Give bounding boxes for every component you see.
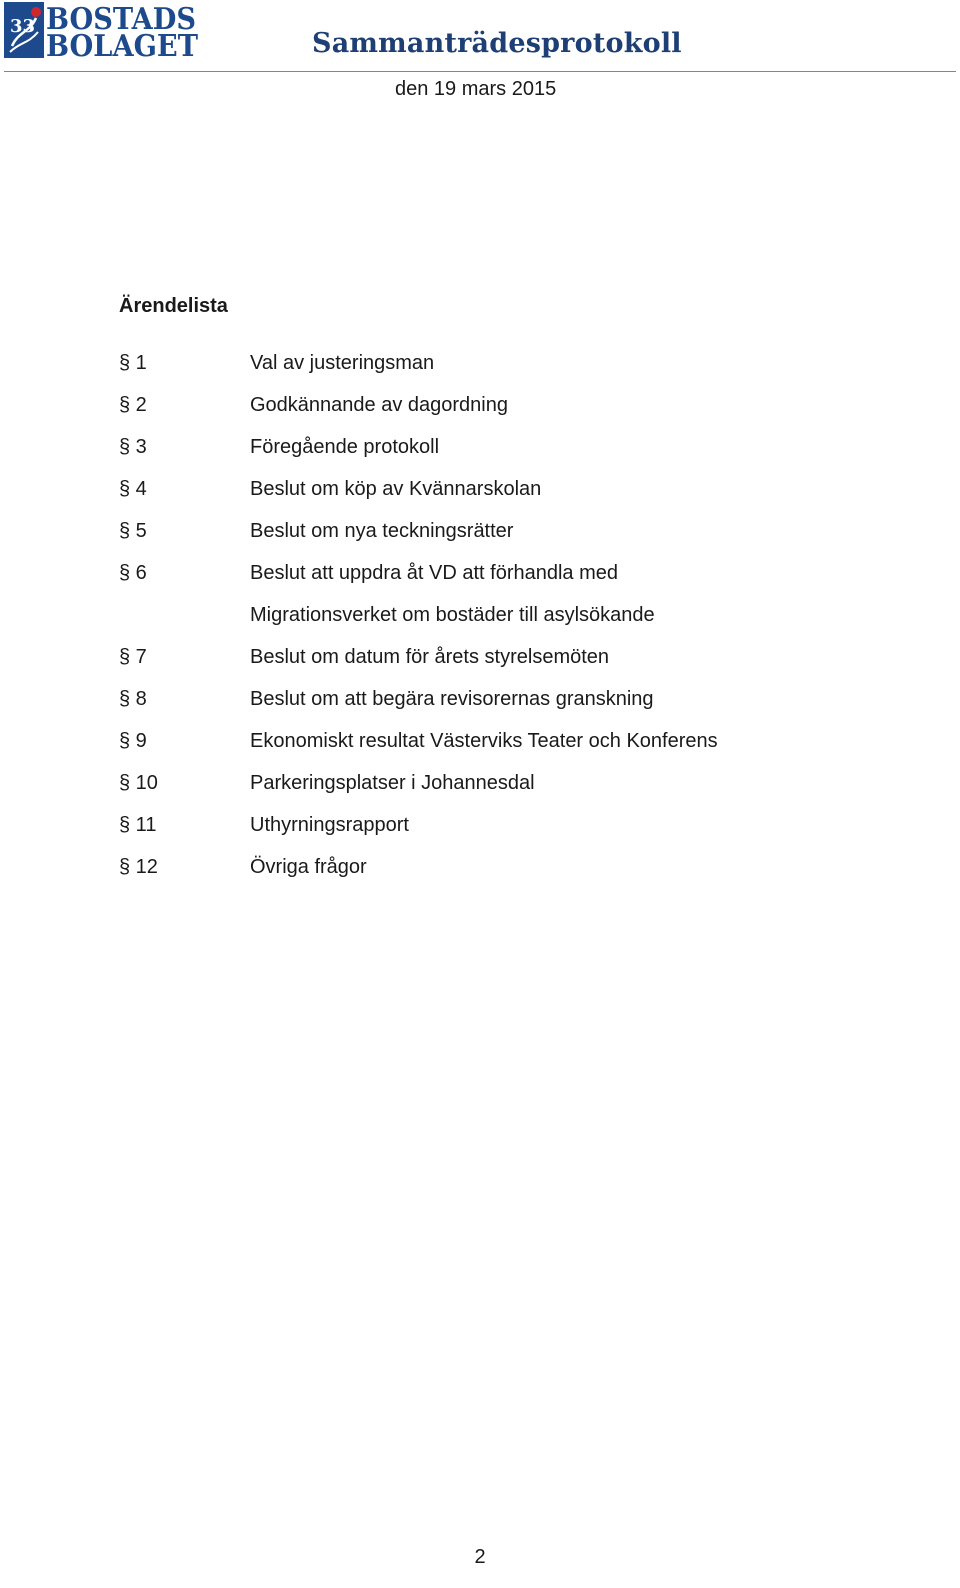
agenda-item-title: [250, 640, 810, 674]
agenda-item-title: [250, 808, 810, 842]
agenda-item-title: [250, 556, 810, 632]
agenda-item-number: § 7: [119, 646, 147, 668]
agenda-item-number: § 10: [119, 772, 158, 794]
agenda-item-title-line: Parkeringsplatser i Johannesdal: [250, 772, 535, 794]
agenda-item-number: § 6: [119, 562, 147, 584]
agenda-item-number: § 1: [119, 352, 147, 374]
page-header: [0, 0, 960, 110]
agenda-item-number: § 2: [119, 394, 147, 416]
agenda-heading: Ärendelista: [119, 295, 228, 317]
agenda-item-number: § 11: [119, 814, 157, 836]
agenda-item-title: [250, 472, 810, 506]
agenda-item: [119, 556, 899, 632]
agenda-item: [119, 724, 899, 758]
bostadsbolaget-logo: [4, 2, 200, 60]
agenda-item-number: § 9: [119, 730, 147, 752]
agenda-item: [119, 808, 899, 842]
agenda-item-title: [250, 682, 810, 716]
agenda-item: [119, 766, 899, 800]
agenda-item-title: [250, 346, 810, 380]
agenda-item-title-line: Val av justeringsman: [250, 352, 435, 374]
agenda-item-title-line: Uthyrningsrapport: [250, 814, 409, 836]
agenda-item-title-line: Övriga frågor: [250, 856, 367, 878]
agenda-item-number: § 3: [119, 436, 147, 458]
agenda-item-title: [250, 514, 810, 548]
agenda-item: [119, 346, 899, 380]
agenda-item: [119, 388, 899, 422]
agenda-item: [119, 682, 899, 716]
document-title: Sammanträdesprotokoll: [312, 28, 682, 59]
agenda-item-title-line: Migrationsverket om bostäder till asylsökande: [250, 604, 655, 626]
agenda-item-number: § 4: [119, 478, 147, 500]
agenda-item-title: [250, 766, 810, 800]
agenda-item-title-line: Beslut att uppdra åt VD att förhandla med: [250, 562, 618, 584]
agenda-item: [119, 514, 899, 548]
agenda-item: [119, 850, 899, 884]
agenda-item-title: [250, 430, 810, 464]
agenda-item-title-line: Godkännande av dagordning: [250, 394, 508, 416]
svg-text:33: 33: [10, 16, 36, 37]
agenda-list: [119, 346, 899, 892]
logo-wordmark-line2: BOLAGET: [46, 29, 199, 60]
agenda-item-title: [250, 724, 810, 758]
agenda-item-title-line: Ekonomiskt resultat Västerviks Teater och Konferens: [250, 730, 718, 752]
agenda-item-title: [250, 388, 810, 422]
logo-wordmark-line1: BOSTADS: [46, 2, 196, 37]
agenda-item-title-line: Beslut om nya teckningsrätter: [250, 520, 514, 542]
page-number: 2: [474, 1546, 486, 1568]
agenda-item-title-line: Beslut om att begära revisorernas granskning: [250, 688, 654, 710]
agenda-item-title-line: Beslut om datum för årets styrelsemöten: [250, 646, 610, 668]
header-divider: [4, 71, 956, 72]
agenda-item-number: § 12: [119, 856, 158, 878]
agenda-item-title-line: Föregående protokoll: [250, 436, 440, 458]
agenda-item: [119, 430, 899, 464]
agenda-item-number: § 8: [119, 688, 147, 710]
agenda-item-number: § 5: [119, 520, 147, 542]
meeting-date: den 19 mars 2015: [395, 78, 557, 100]
agenda-item: [119, 640, 899, 674]
agenda-item-title-line: Beslut om köp av Kvännarskolan: [250, 478, 542, 500]
agenda-item-title: [250, 850, 810, 884]
agenda-item: [119, 472, 899, 506]
